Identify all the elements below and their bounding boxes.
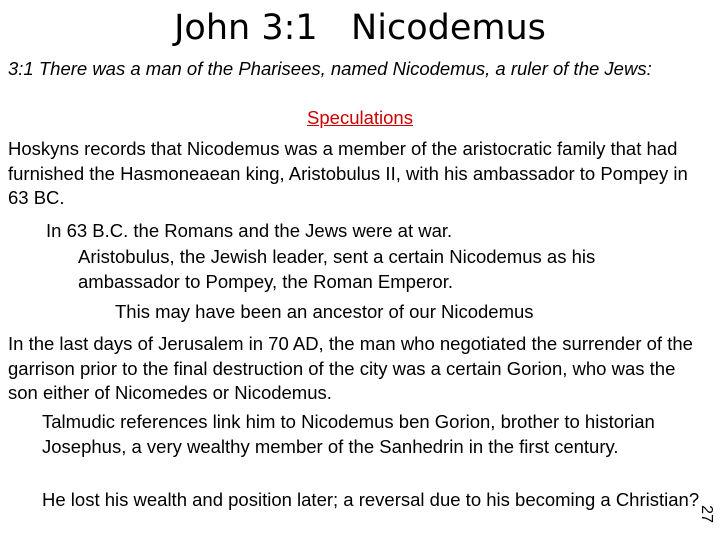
- section-heading: Speculations: [307, 107, 413, 128]
- paragraph-war: In 63 B.C. the Romans and the Jews were at war.: [46, 220, 453, 241]
- paragraph-talmudic: Talmudic references link him to Nicodemus ben Gorion, brother to historian Josephus, a very wealthy member of the Sanhedrin in the first century.: [42, 411, 655, 457]
- paragraph-aristobulus: Aristobulus, the Jewish leader, sent a certain Nicodemus as his ambassador to Pompey, the Roman Emperor.: [78, 246, 596, 292]
- paragraph-hoskyns: Hoskyns records that Nicodemus was a member of the aristocratic family that had furnished the Hasmoneaean king, Aristobulus II, with his ambassador to Pompey in 63 BC.: [8, 138, 688, 208]
- page-number: 27: [698, 505, 716, 523]
- verse-text: 3:1 There was a man of the Pharisees, named Nicodemus, a ruler of the Jews:: [8, 58, 652, 79]
- paragraph-ancestor: This may have been an ancestor of our Nicodemus: [115, 301, 534, 322]
- paragraph-reversal: He lost his wealth and position later; a reversal due to his becoming a Christian?: [42, 489, 700, 510]
- slide-title: John 3:1 Nicodemus: [174, 8, 546, 48]
- paragraph-jerusalem: In the last days of Jerusalem in 70 AD, the man who negotiated the surrender of the garrison prior to the final destruction of the city was a certain Gorion, who was the son either of Nicomedes or Nicodemus.: [8, 333, 693, 403]
